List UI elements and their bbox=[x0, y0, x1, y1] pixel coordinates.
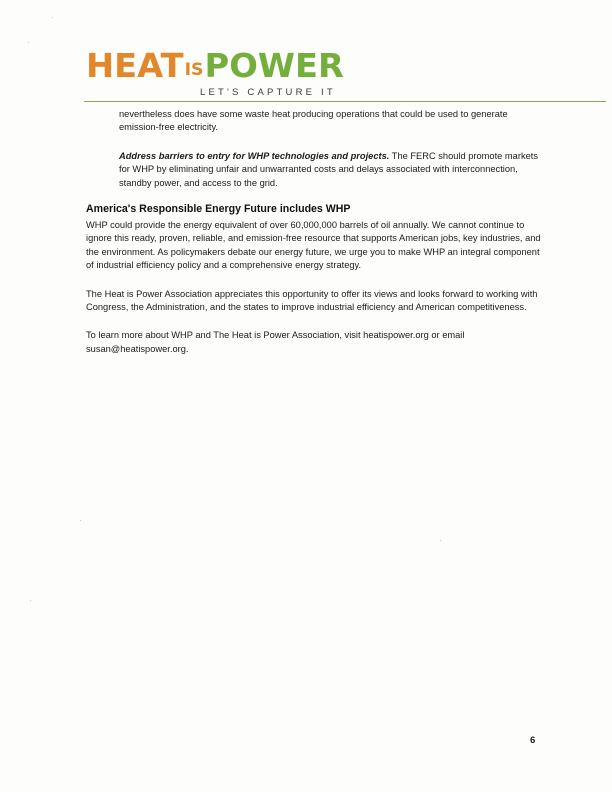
scan-speck bbox=[440, 540, 441, 541]
scan-speck bbox=[52, 17, 53, 18]
scan-speck bbox=[28, 42, 29, 43]
header-divider bbox=[84, 101, 606, 102]
logo-word-is: IS bbox=[184, 60, 204, 80]
logo-word-power: POWER bbox=[204, 46, 344, 85]
body-paragraph-1: WHP could provide the energy equivalent of over 60,000,000 barrels of oil annually. We cannot continue to ignore this ready, proven, reliable, and emission-free resource that supports American jobs, key industries, and the environment. As policymakers debate our energy future, we urge you to make WHP an integral component of industrial efficiency policy and a comprehensive energy strategy. bbox=[86, 220, 541, 271]
barriers-text: The FERC should promote markets for WHP by eliminating unfair and unwarranted costs and delays associated with interconnection, standby power, and access to the grid. bbox=[119, 150, 538, 188]
page-content bbox=[86, 108, 546, 356]
body-paragraph-2: The Heat is Power Association appreciates this opportunity to offer its views and looks forward to working with Congress, the Administration, and the states to improve industrial efficiency and American competitiveness. bbox=[86, 288, 538, 313]
scan-speck bbox=[30, 600, 31, 601]
page-number: 6 bbox=[530, 735, 536, 746]
scan-speck bbox=[80, 520, 81, 521]
section-heading: America's Responsible Energy Future includes WHP bbox=[86, 203, 351, 216]
barriers-lead: Address barriers to entry for WHP technologies and projects. bbox=[119, 150, 390, 161]
logo-tagline: LET'S CAPTURE IT bbox=[200, 87, 336, 98]
contact-paragraph: To learn more about WHP and The Heat is Power Association, visit heatispower.org or email susan@heatispower.org. bbox=[86, 330, 465, 354]
heat-is-power-logo bbox=[86, 48, 344, 84]
logo-word-heat: HEAT bbox=[86, 46, 184, 85]
continuation-paragraph: nevertheless does have some waste heat producing operations that could be used to generate emission-free electricity. bbox=[119, 109, 508, 133]
barriers-paragraph bbox=[119, 150, 539, 190]
